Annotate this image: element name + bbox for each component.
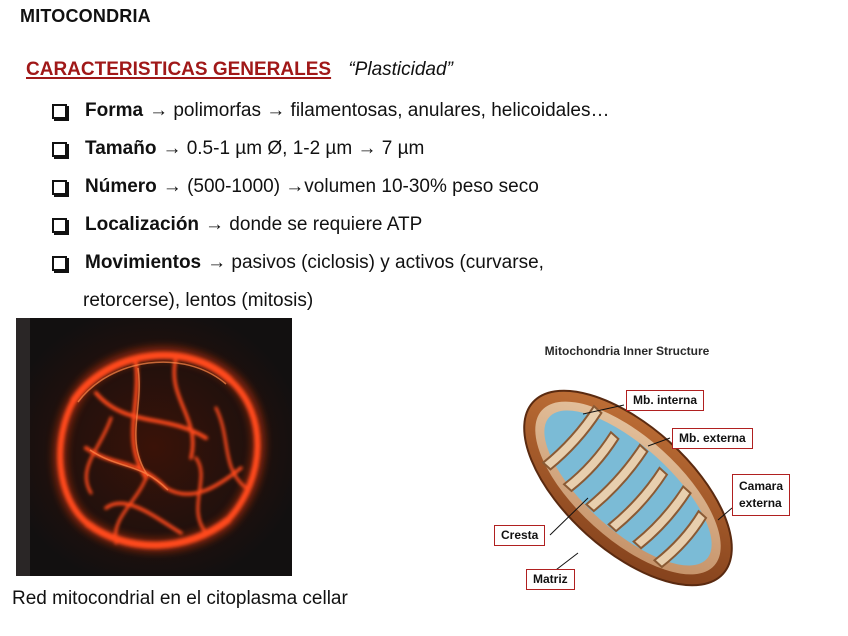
label-outer-chamber (732, 474, 790, 516)
bullet-term: Tamaño (85, 138, 157, 159)
list-item (52, 130, 610, 168)
list-item-continuation (52, 282, 610, 320)
mitochondrial-network-image (16, 318, 292, 576)
diagram-title: Mitochondria Inner Structure (544, 344, 710, 358)
section-heading (26, 59, 453, 81)
bullet-text: → polimorfas → filamentosas, anulares, helicoidales… (149, 100, 610, 121)
label-matrix: Matriz (526, 569, 575, 590)
bullet-text: → donde se requiere ATP (205, 214, 423, 235)
checkbox-bullet-icon (52, 104, 67, 119)
label-inner-membrane: Mb. interna (626, 390, 704, 411)
bullet-text: → pasivos (ciclosis) y activos (curvarse, (207, 252, 544, 273)
section-heading-subtitle: “Plasticidad” (348, 59, 453, 80)
list-item (52, 244, 610, 282)
checkbox-bullet-icon (52, 142, 67, 157)
mitochondria-structure-diagram (488, 338, 784, 616)
page-title: MITOCONDRIA (20, 6, 151, 26)
checkbox-bullet-icon (52, 180, 67, 195)
bullet-term: Localización (85, 214, 200, 235)
bullet-term: Forma (85, 100, 144, 121)
bullet-text: → (500-1000) →volumen 10-30% peso seco (162, 176, 539, 197)
bullet-term: Movimientos (85, 252, 202, 273)
photo-caption: Red mitocondrial en el citoplasma cellar (12, 588, 348, 609)
label-outer-chamber-line2: externa (739, 496, 782, 510)
label-outer-membrane: Mb. externa (672, 428, 753, 449)
characteristics-list (52, 92, 610, 320)
list-item (52, 206, 610, 244)
label-crest: Cresta (494, 525, 545, 546)
mitochondrial-network-photo (16, 318, 292, 576)
bullet-text: → 0.5-1 µm Ø, 1-2 µm → 7 µm (162, 138, 425, 159)
list-item (52, 168, 610, 206)
bullet-term: Número (85, 176, 157, 197)
checkbox-bullet-icon (52, 218, 67, 233)
label-outer-chamber-line1: Camara (739, 479, 784, 493)
list-item (52, 92, 610, 130)
checkbox-bullet-icon (52, 256, 67, 271)
section-heading-main: CARACTERISTICAS GENERALES (26, 59, 332, 80)
bullet-continuation-text: retorcerse), lentos (mitosis) (83, 290, 314, 311)
